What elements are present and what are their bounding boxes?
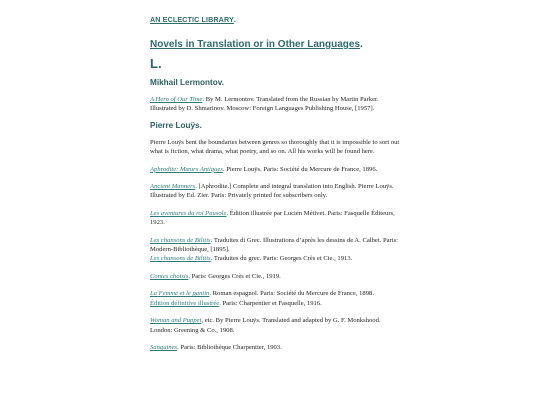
entry-text: . Paris: Bibliothèque Charpentier, 1903. <box>177 343 282 351</box>
entry-title-link[interactable]: Woman and Puppet <box>150 317 202 325</box>
section-title <box>150 39 400 50</box>
entry-text: . Traduites di Grec. Illustrations d’après les dessins de A. Calbet. Paris: Modern-Bibliothèque, [1895]. <box>150 236 398 254</box>
author-heading-lermontov: Mikhail Lermontov. <box>150 78 224 87</box>
entry <box>150 165 400 174</box>
entry-title-link[interactable]: Sanguines <box>150 343 178 351</box>
entry-title-link[interactable]: Les chansons de Bilitis <box>150 255 211 263</box>
entry-text: . Paris: Georges Crès et Cie., 1919. <box>188 272 281 280</box>
letter-heading: L. <box>150 56 162 71</box>
entry <box>150 289 400 298</box>
entry-title-link[interactable]: Les aventures du roi Pausole <box>150 209 227 217</box>
library-home-link[interactable]: AN ECLECTIC LIBRARY <box>150 15 234 24</box>
entry <box>150 316 400 335</box>
content-column <box>150 9 400 352</box>
entry-text: . Traduites du grec. Paris: Georges Crès et Cie., 1913. <box>210 255 353 263</box>
entry <box>150 95 400 114</box>
entry-text: . Paris: Charpentier et Fasquelle, 1916. <box>219 299 322 307</box>
entry-text: . [Aphrodite.] Complete and integral translation into English. Pierre Louÿs. Illustrated by Ed. Zier. Paris: Privately printed for subscribers only. <box>150 183 394 200</box>
author-heading-louys: Pierre Louÿs. <box>150 120 202 130</box>
author-intro: Pierre Louÿs bent the boundaries between genres so thoroughly that it is impossible to sort out what is fiction, what drama, what poetry, and so on. All his works will be found here. <box>150 138 400 156</box>
entry-title-link[interactable]: Contes choisis <box>150 272 189 280</box>
entry-title-link[interactable]: Les chansons de Bilitis <box>150 236 211 244</box>
entry <box>150 236 400 255</box>
entry <box>150 272 400 281</box>
entry-text: , etc. By Pierre Louÿs. Translated and adapted by G. F. Monkshood. London: Greening & Co., 1908. <box>150 317 381 334</box>
section-title-link[interactable]: Novels in Translation or in Other Languages <box>150 39 361 50</box>
entry-title-link[interactable]: A Hero of Our Time <box>150 96 203 103</box>
entry <box>150 209 400 228</box>
entry-text: . Édition illustrée par Lucien Métivet. Paris: Fasquelle Éditeurs, 1923. <box>150 209 395 227</box>
library-header <box>150 9 400 27</box>
section-title-dot: . <box>360 39 363 50</box>
entry <box>150 299 400 308</box>
entry-title-link[interactable]: Ancient Manners <box>150 183 196 191</box>
library-link-dot: . <box>233 15 236 24</box>
entry-title-link[interactable]: La Femme et le pantin <box>150 290 210 298</box>
entry <box>150 343 400 352</box>
entry-title-link[interactable]: Édition définitive illustrée <box>150 299 220 307</box>
entry-text: . Pierre Louÿs. Paris: Société du Mercure de France, 1896. <box>222 165 378 173</box>
entry-text: . Roman espagnol. Paris: Société du Mercure de France, 1898. <box>209 290 374 298</box>
entry-title-link[interactable]: Aphrodite: Mœurs Antiques <box>150 165 223 173</box>
entry <box>150 182 400 201</box>
entry <box>150 254 400 263</box>
entry-text: . By M. Lermontov. Translated from the Russian by Martin Parker. Illustrated by D. Shmarinov. Moscow: Foreign Languages Publishing House, [1957]. <box>150 96 379 113</box>
